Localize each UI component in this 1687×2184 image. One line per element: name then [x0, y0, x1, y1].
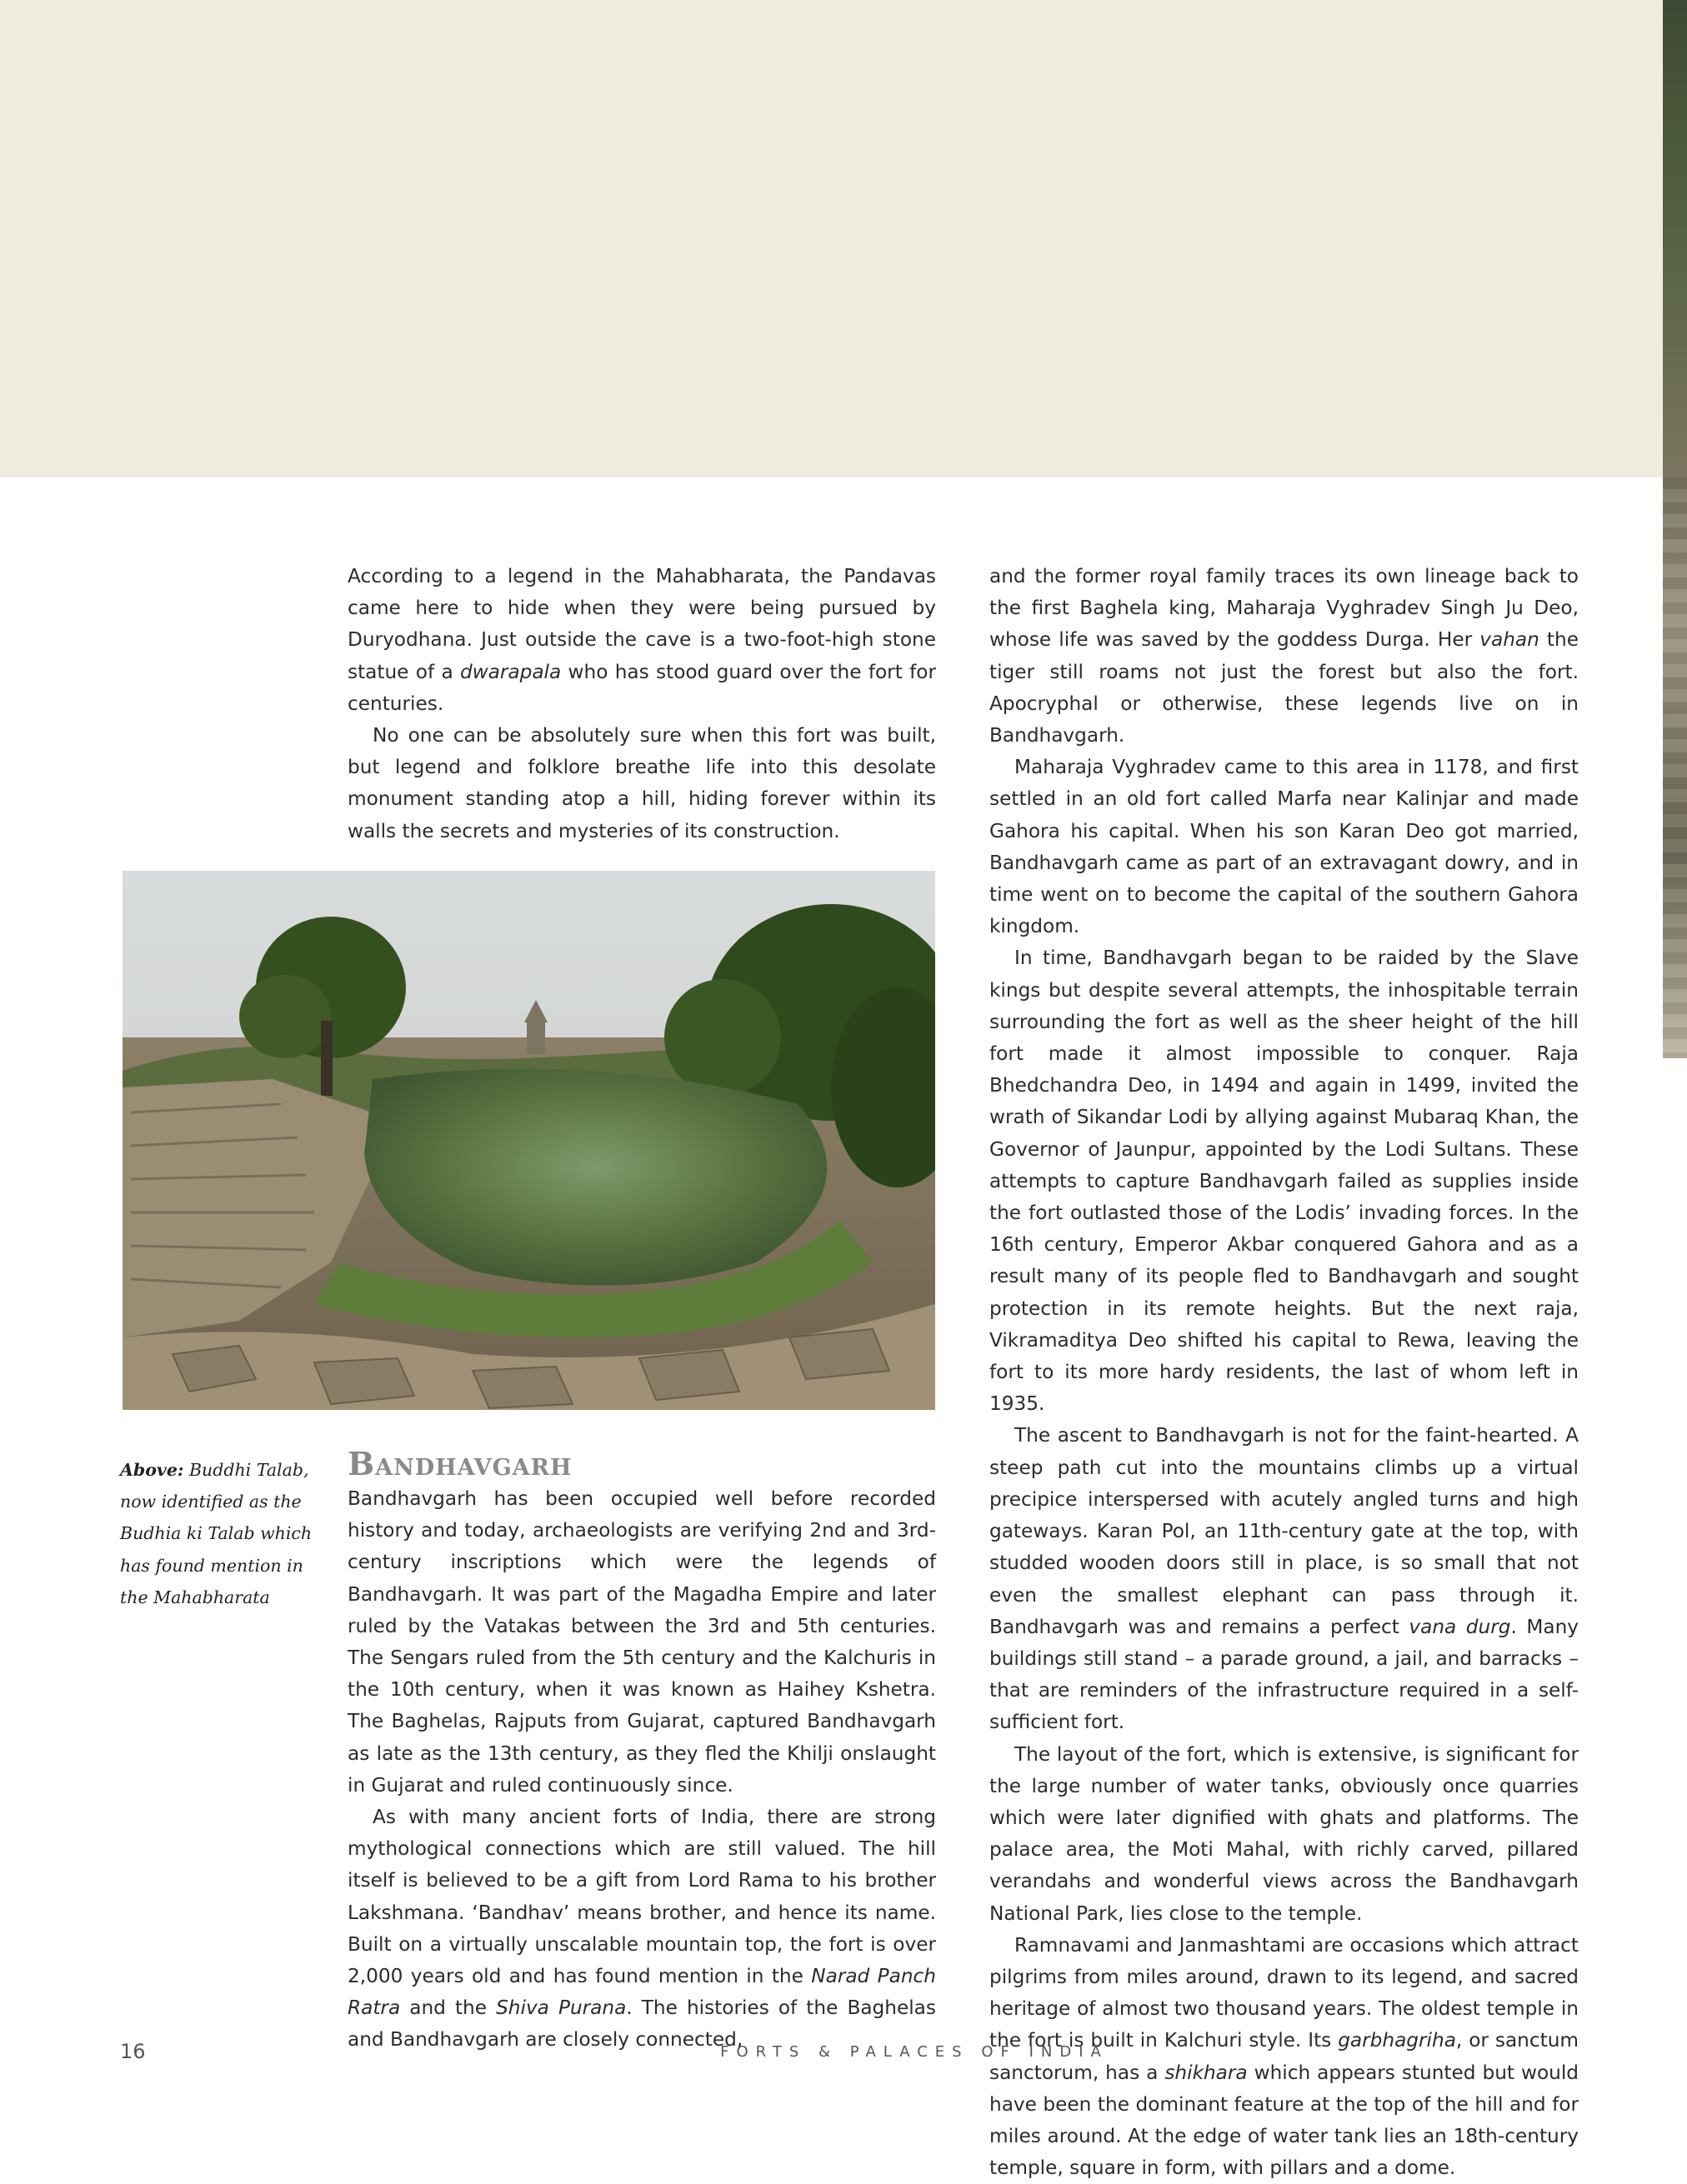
buddhi-talab-photo — [123, 871, 935, 1410]
paragraph: and the former royal family traces its own lineage back to the first Baghela king, Maharaja Vyghradev Singh Ju Deo, whose life was saved by the goddess Durga. Her vahan the tiger still roams not just the forest but also the fort. Apocryphal or otherwise, these legends live on in Bandhavgarh. — [989, 565, 1579, 747]
caption-label: Above: — [120, 1460, 184, 1480]
page-number: 16 — [120, 2040, 146, 2063]
paragraph: Maharaja Vyghradev came to this area in 1178, and first settled in an old fort called Marfa near Kalinjar and made Gahora his capital. When his son Karan Deo got married, Bandhavgarh came as part of an extravagant dowry, and in time went on to become the capital of the southern Gahora kingdom. — [989, 756, 1579, 938]
text-column-left-bottom — [348, 1483, 936, 2057]
paragraph: Bandhavgarh has been occupied well before recorded history and today, archaeologists are verifying 2nd and 3rd-century inscriptions which were the legends of Bandhavgarh. It was part of the Magadha Empire and later ruled by the Vatakas between the 3rd and 5th centuries. The Sengars ruled from the 5th century and the Kalchuris in the 10th century, when it was known as Haihey Kshetra. The Baghelas, Rajputs from Gujarat, captured Bandhavgarh as late as the 13th century, as they fled the Khilji onslaught in Gujarat and ruled continuously since. — [348, 1487, 936, 1797]
running-title: FORTS & PALACES OF INDIA — [720, 2043, 1109, 2061]
photo-caption — [120, 1454, 313, 1613]
paragraph: No one can be absolutely sure when this fort was built, but legend and folklore breathe life into this desolate monument standing atop a hill, hiding forever within its walls the secrets and mysteries of its construction. — [348, 724, 936, 842]
paragraph: As with many ancient forts of India, there are strong mythological connections which are still valued. The hill itself is believed to be a gift from Lord Rama to his brother Lakshmana. ‘Bandhav’ means brother, and hence its name. Built on a virtually unscalable mountain top, the fort is over 2,000 years old and has found mention in the Narad Panch Ratra and the Shiva Purana. The histories of the Baghelas and Bandhavgarh are closely connected, — [348, 1806, 937, 2052]
adjacent-page-photo-edge — [1663, 0, 1687, 1058]
text-column-right — [989, 561, 1579, 2184]
caption-text: Buddhi Talab, now identified as the Budhia ki Talab which has found mention in the Mahabharata — [120, 1460, 313, 1607]
top-color-band — [0, 0, 1663, 477]
paragraph: Ramnavami and Janmashtami are occasions which attract pilgrims from miles around, drawn to its legend, and sacred heritage of almost two thousand years. The oldest temple in the fort is built in Kalchuri style. Its garbhagriha, or sanctum sanctorum, has a shikhara which appears stunted but would have been the dominant feature at the top of the hill and for miles around. At the edge of water tank lies an 18th-century temple, square in form, with pillars and a dome. — [989, 1933, 1579, 2180]
paragraph: In time, Bandhavgarh began to be raided by the Slave kings but despite several attempts, the inhospitable terrain surrounding the fort as well as the sheer height of the hill fort made it almost impossible to conquer. Raja Bhedchandra Deo, in 1494 and again in 1499, invited the wrath of Sikandar Lodi by allying against Mubaraq Khan, the Governor of Jaunpur, appointed by the Lodi Sultans. These attempts to capture Bandhavgarh failed as supplies inside the fort outlasted those of the Lodis’ invading forces. In the 16th century, Emperor Akbar conquered Gahora and as a result many of its people fled to Bandhavgarh and sought protection in its remote heights. But the next raja, Vikramaditya Deo shifted his capital to Rewa, leaving the fort to its more hardy residents, the last of whom left in 1935. — [989, 947, 1579, 1416]
paragraph: The ascent to Bandhavgarh is not for the faint-hearted. A steep path cut into the mountains climbs up a virtual precipice interspersed with acutely angled turns and high gateways. Karan Pol, an 11th-century gate at the top, with studded wooden doors still in place, is so small that not even the smallest elephant can pass through it. Bandhavgarh was and remains a perfect vana durg. Many buildings still stand – a parade ground, a jail, and barracks – that are reminders of the infrastructure required in a self-sufficient fort. — [989, 1424, 1579, 1734]
section-heading: Bandhavgarh — [348, 1445, 573, 1482]
text-column-left-top — [348, 561, 936, 847]
paragraph: According to a legend in the Mahabharata, the Pandavas came here to hide when they were being pursued by Duryodhana. Just outside the cave is a two-foot-high stone statue of a dwarapala who has stood guard over the fort for centuries. — [348, 565, 936, 715]
paragraph: The layout of the fort, which is extensive, is significant for the large number of water tanks, obviously once quarries which were later dignified with ghats and platforms. The palace area, the Moti Mahal, with richly carved, pillared verandahs and wonderful views across the Bandhavgarh National Park, lies close to the temple. — [989, 1742, 1579, 1925]
